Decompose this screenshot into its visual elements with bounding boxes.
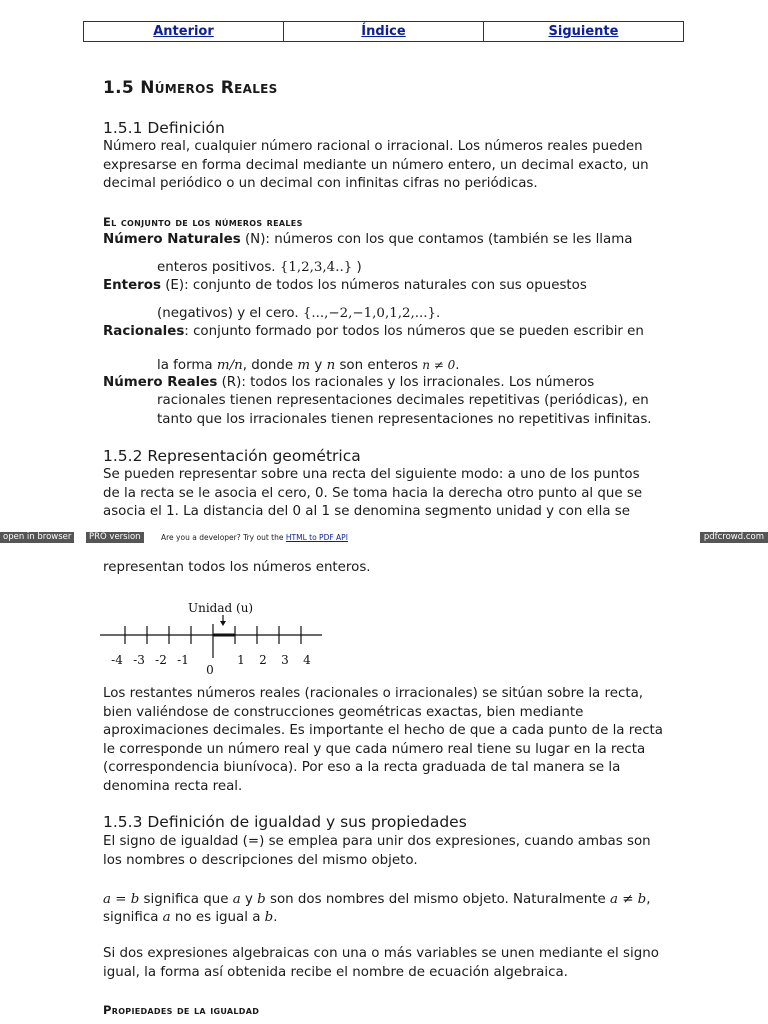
- a-equals-b: a = b: [103, 892, 140, 907]
- number-line-ticks: [111, 624, 311, 677]
- naturales-text: (N): números con los que contamos (también se les llama: [240, 232, 633, 247]
- racionales-text: : conjunto formado por todos los números que se pueden escribir en: [184, 324, 644, 339]
- pdfcrowd-bar: [0, 528, 768, 546]
- subsection-heading-propiedades: Propiedades de la igualdad: [103, 1003, 260, 1017]
- representacion-line: de la recta se le asocia el cero, 0. Se toma hacia la derecha otro punto al que se: [103, 485, 643, 501]
- reales-text-2: racionales tienen representaciones decimales repetitivas (periódicas), en: [157, 393, 649, 408]
- tick-label: 4: [303, 653, 311, 667]
- significa-line-2: [103, 909, 665, 928]
- significa-y: y: [240, 892, 258, 907]
- definition-line: expresarse en forma decimal mediante un número entero, un decimal exacto, un: [103, 157, 649, 173]
- naturales-term: Número Naturales: [103, 232, 241, 247]
- pdfcrowd-site-link[interactable]: pdfcrowd.com: [700, 532, 768, 543]
- racionales-end: .: [455, 358, 460, 373]
- significa-end: ,: [646, 892, 651, 907]
- igualdad-paragraph: [103, 833, 665, 870]
- reales-term: Número Reales: [103, 375, 218, 390]
- var-m: m: [297, 358, 311, 373]
- var-a: a: [232, 892, 241, 907]
- previous-link[interactable]: Anterior: [84, 22, 284, 41]
- html-to-pdf-api-link[interactable]: HTML to PDF API: [285, 533, 348, 542]
- recta-line: denomina recta real.: [103, 778, 243, 794]
- definition-line: decimal periódico o un decimal con infinitas cifras no periódicas.: [103, 176, 538, 191]
- naturales-text-2: enteros positivos.: [157, 260, 280, 275]
- significa-line: [103, 891, 665, 910]
- open-in-browser-button[interactable]: open in browser: [0, 532, 74, 543]
- index-link[interactable]: Índice: [284, 22, 484, 41]
- recta-line: bien valiéndose de construcciones geométricas exactas, bien mediante: [103, 704, 584, 720]
- ecuacion-line: Si dos expresiones algebraicas con una o más variables se unen mediante el signo: [103, 946, 659, 961]
- reales-text: (R): todos los racionales y los irracionales. Los números: [217, 375, 595, 390]
- representacion-paragraph: [103, 466, 665, 522]
- navigation-bar: [83, 21, 684, 42]
- reales-continuation: [157, 392, 665, 429]
- racionales-term: Racionales: [103, 324, 185, 339]
- recta-line: aproximaciones decimales. Es importante el hecho de que a cada punto de la recta: [103, 723, 664, 738]
- page-title: 1.5 Números Reales: [103, 78, 278, 98]
- racionales-continuation: [157, 356, 665, 376]
- unit-label: Unidad (u): [188, 601, 254, 615]
- igualdad-line: El signo de igualdad (=) se emplea para unir dos expresiones, cuando ambas son: [103, 834, 651, 849]
- var-b: b: [264, 910, 274, 925]
- reales-line: [103, 374, 665, 393]
- enteros-continuation: [157, 305, 665, 324]
- recta-line: le corresponde un número real y que cada número real tiene su lugar en la recta: [103, 741, 646, 757]
- tick-label: 1: [237, 653, 245, 667]
- ecuacion-line: igual, la forma así obtenida recibe el nombre de ecuación algebraica.: [103, 964, 568, 980]
- significa-text-4: no es igual a: [170, 910, 265, 925]
- igualdad-line: los nombres o descripciones del mismo objeto.: [103, 852, 418, 868]
- racionales-y: y: [310, 358, 327, 373]
- definition-paragraph: [103, 138, 665, 194]
- recta-real-paragraph: [103, 685, 665, 796]
- ecuacion-paragraph: [103, 945, 665, 982]
- fraction-m-over-n: m/n: [216, 358, 243, 373]
- tick-label: -2: [155, 653, 167, 667]
- section-heading-representacion: 1.5.2 Representación geométrica: [103, 447, 361, 465]
- representacion-line: asocia el 1. La distancia del 0 al 1 se denomina segmento unidad y con ella se: [103, 504, 631, 519]
- naturales-close: ): [352, 260, 362, 275]
- naturales-continuation: [157, 259, 665, 278]
- significa-text: significa que: [139, 892, 233, 907]
- var-n: n: [326, 358, 336, 373]
- developer-promo: [161, 532, 348, 543]
- tick-label: 0: [206, 663, 214, 677]
- subsection-heading-conjunto: El conjunto de los números reales: [103, 215, 303, 229]
- enteros-text: (E): conjunto de todos los números naturales con sus opuestos: [160, 278, 587, 293]
- significa-text-3: significa: [103, 910, 163, 925]
- significa-end-2: .: [273, 910, 278, 925]
- racionales-text-4: son enteros: [335, 358, 423, 373]
- enteros-end: .: [436, 306, 441, 321]
- enteros-line: [103, 277, 665, 296]
- racionales-text-2: la forma: [157, 358, 217, 373]
- n-not-zero: n ≠ 0: [422, 358, 456, 372]
- representacion-line: Se pueden representar sobre una recta del siguiente modo: a uno de los puntos: [103, 467, 640, 482]
- representacion-line-end: representan todos los números enteros.: [103, 560, 371, 575]
- section-heading-igualdad: 1.5.3 Definición de igualdad y sus propiedades: [103, 813, 467, 831]
- number-line-figure: [100, 598, 326, 678]
- recta-line: (correspondencia biunívoca). Por eso a la recta graduada de tal manera se la: [103, 760, 621, 775]
- tick-label: -4: [111, 653, 123, 667]
- tick-label: -3: [133, 653, 145, 667]
- reales-text-3: tanto que los irracionales tienen representaciones no repetitivas infinitas.: [157, 411, 652, 427]
- enteros-set: {...,−2,−1,0,1,2,...}: [302, 306, 437, 321]
- unit-arrow-head: [220, 621, 226, 626]
- developer-promo-text: Are you a developer? Try out the: [161, 533, 286, 542]
- tick-label: 3: [281, 653, 289, 667]
- enteros-text-2: (negativos) y el cero.: [157, 306, 303, 321]
- var-a: a: [162, 910, 171, 925]
- enteros-term: Enteros: [103, 278, 161, 293]
- next-link[interactable]: Siguiente: [548, 24, 619, 39]
- significa-text-2: son dos nombres del mismo objeto. Naturalmente: [265, 892, 610, 907]
- racionales-text-3: , donde: [242, 358, 298, 373]
- tick-label: 2: [259, 653, 267, 667]
- pro-version-button[interactable]: PRO version: [86, 532, 144, 543]
- a-not-equal-b: a ≠ b: [609, 892, 647, 907]
- tick-label: -1: [177, 653, 189, 667]
- definition-line: Número real, cualquier número racional o irracional. Los números reales pueden: [103, 139, 643, 154]
- naturales-line: [103, 231, 665, 250]
- racionales-line: [103, 323, 665, 342]
- naturales-set: {1,2,3,4..}: [279, 260, 353, 275]
- recta-line: Los restantes números reales (racionales o irracionales) se sitúan sobre la recta,: [103, 686, 644, 701]
- section-heading-definicion: 1.5.1 Definición: [103, 119, 225, 137]
- var-b: b: [257, 892, 266, 907]
